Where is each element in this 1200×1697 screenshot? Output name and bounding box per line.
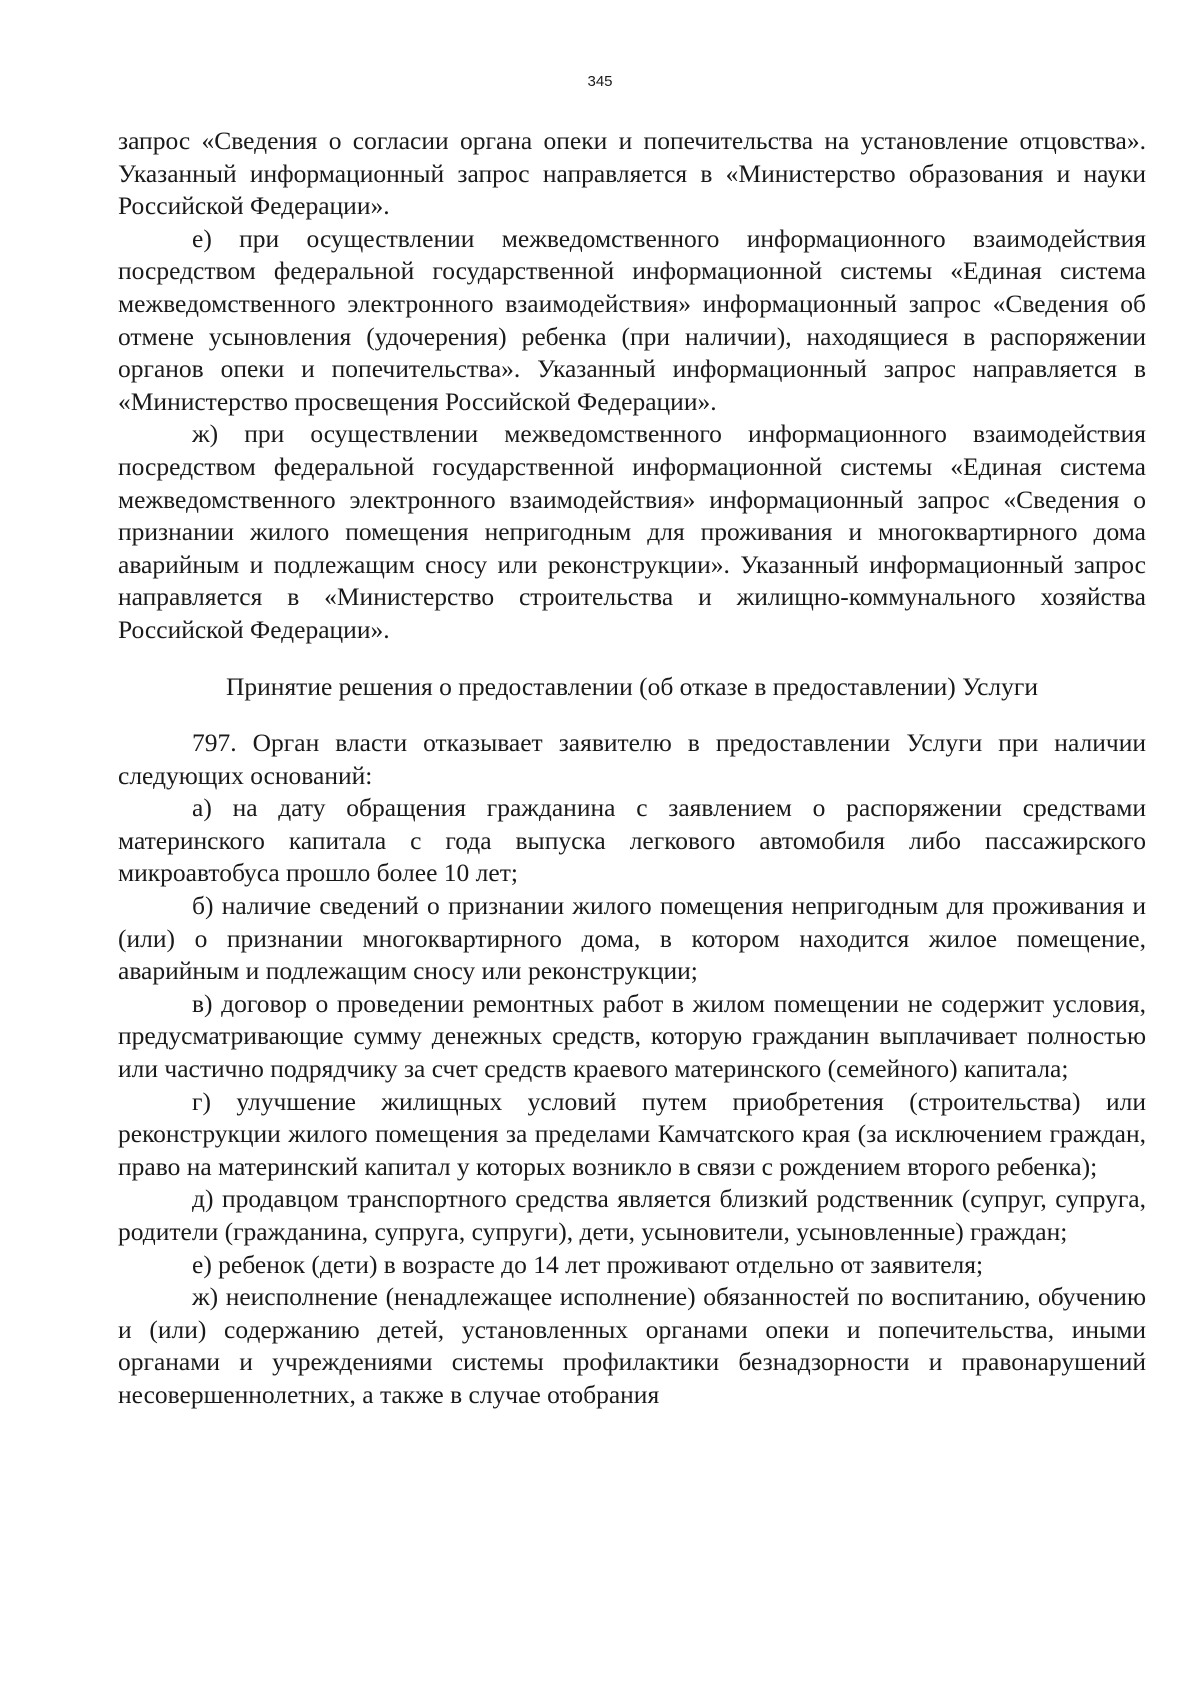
list-item: б) наличие сведений о признании жилого помещения непригодным для проживания и (или) о признании многоквартирного дома, в котором находится жилое помещение, аварийным и подлежащим сносу или реконструкции; <box>118 891 1146 986</box>
page-number: 345 <box>587 73 613 90</box>
list-item: ж) неисполнение (ненадлежащее исполнение) обязанностей по воспитанию, обучению и (или) содержанию детей, установленных органами опеки и попечительства, иными органами и учреждениями системы профилактики безнадзорности и правонарушений несовершеннолетних, а также в случае отобрания <box>118 1282 1146 1409</box>
list-item: е) ребенок (дети) в возрасте до 14 лет проживают отдельно от заявителя; <box>192 1249 984 1279</box>
paragraph: 797. Орган власти отказывает заявителю в предоставлении Услуги при наличии следующих оснований: <box>118 728 1146 790</box>
list-item: д) продавцом транспортного средства является близкий родственник (супруг, супруга, родители (гражданина, супруга, супруги), дети, усыновители, усыновленные) граждан; <box>118 1184 1146 1246</box>
paragraph: запрос «Сведения о согласии органа опеки и попечительства на установление отцовства». Указанный информационный запрос направляется в «Министерство образования и науки Российской Федерации». <box>118 126 1146 221</box>
paragraph: е) при осуществлении межведомственного информационного взаимодействия посредством федеральной государственной информационной системы «Единая система межведомственного электронного взаимодействия» информационный запрос «Сведения об отмене усыновления (удочерения) ребенка (при наличии), находящиеся в распоряжении органов опеки и попечительства». Указанный информационный запрос направляется в «Министерство просвещения Российской Федерации». <box>118 223 1146 416</box>
list-item: г) улучшение жилищных условий путем приобретения (строительства) или реконструкции жилого помещения за пределами Камчатского края (за исключением граждан, право на материнский капитал у которых возникло в связи с рождением второго ребенка); <box>118 1086 1146 1181</box>
list-item: в) договор о проведении ремонтных работ в жилом помещении не содержит условия, предусматривающие сумму денежных средств, которую гражданин выплачивает полностью или частично подрядчику за счет средств краевого материнского (семейного) капитала; <box>118 988 1146 1084</box>
document-body <box>118 125 1146 1412</box>
list-item: а) на дату обращения гражданина с заявлением о распоряжении средствами материнского капитала с года выпуска легкового автомобиля либо пассажирского микроавтобуса прошло более 10 лет; <box>118 793 1146 888</box>
paragraph: ж) при осуществлении межведомственного информационного взаимодействия посредством федеральной государственной информационной системы «Единая система межведомственного электронного взаимодействия» информационный запрос «Сведения о признании жилого помещения непригодным для проживания и многоквартирного дома аварийным и подлежащим сносу или реконструкции». Указанный информационный запрос направляется в «Министерство строительства и жилищно-коммунального хозяйства Российской Федерации». <box>118 419 1146 644</box>
section-heading: Принятие решения о предоставлении (об отказе в предоставлении) Услуги <box>225 671 1039 701</box>
